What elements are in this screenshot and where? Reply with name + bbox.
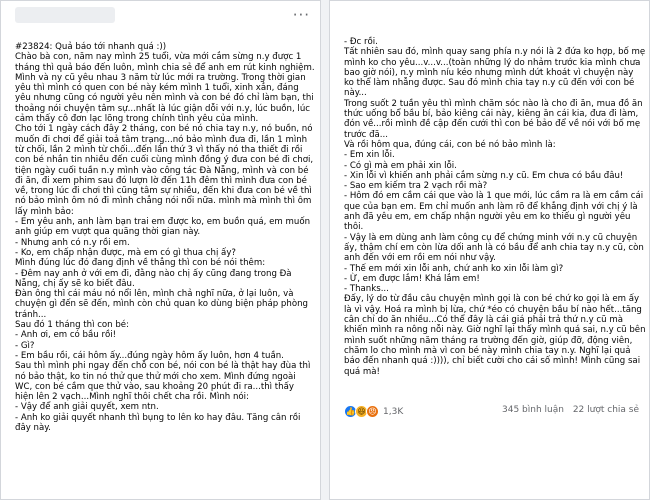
post-paragraph: - Đc rồi. [344, 37, 378, 47]
right-post-panel [329, 0, 650, 500]
left-post-text [15, 42, 315, 433]
post-paragraph: - Thanks... [344, 284, 389, 295]
post-paragraph: - Anh ơi, em có bầu rồi! [15, 330, 117, 341]
left-post-panel [0, 0, 321, 500]
post-paragraph: - Em yêu anh, anh làm bạn trai em được ko, em buồn quá, em muốn anh giúp em vượt qua quãng thời gian này. [15, 217, 313, 238]
post-paragraph: - Vậy là em dùng anh làm công cụ để chứng minh với n.y cũ chuyện ấy, thậm chí em còn lừa dối anh là có bầu để anh chia tay n.y cũ, còn anh đến với em rồi em nói như vậy. [344, 232, 647, 264]
post-paragraph: - Hôm đó em cầm cái que vào là 1 que mới, lúc cầm ra là em cầm cái que của bạn em. Em chỉ muốn anh làm rõ để khẳng định với chị ý là anh đã yêu em, em chấp nhận người yêu em ko thiếu gì người yêu thôi. [344, 191, 646, 233]
post-paragraph: Đấy, lý do từ đầu câu chuyện mình gọi là con bé chứ ko gọi là em ấy là vì vậy. Hoá ra mình bị lừa, chứ *éo có chuyện bầu bí nào hết...tăng cân chỉ do ăn nhiều...Có thể đây là cái giá phải trả thứ n.y cũ mà khiến mình ra nông nỗi này. Giờ nghĩ lại thấy mình quá sai, n.y cũ bên mình suốt những năm tháng ra trường đến giờ, giúp đỡ, động viên, chăm lo cho mình mà vì con bé này mình chia tay n.y. Nghĩ lại quả báo đến nhanh quá :)))), chỉ biết cười cho cái số mình! Mình cũng sai quá mà! [344, 294, 649, 377]
haha-reaction-icon: 😆 [355, 405, 368, 418]
right-post-text [344, 37, 649, 377]
post-paragraph: Sau đó 1 tháng thì con bé: [15, 320, 129, 331]
post-paragraph: Tất nhiên sau đó, mình quay sang phía n.y nói là 2 đứa ko hợp, bố mẹ mình ko cho yêu...v...v...(toàn những lý do nhảm trước kia mình chưa bao giờ nói), n.y mình níu kéo nhưng mình dứt khoát vì chuyện này ko thể làm nhẫng được. Sau đó mình chia tay n.y cũ đến với con bé này... [344, 47, 648, 99]
post-paragraph: Đàn ông thì cái máu nó nổi lên, mình chả nghĩ nữa, ở lại luôn, và chuyện gì đến sẽ đến, mình còn chủ quan ko dùng biện pháp phòng tránh... [15, 289, 311, 320]
post-paragraph: - Ko, em chấp nhận được, mà em có gì thua chị ấy? [15, 247, 236, 258]
post-paragraph: - Vậy để anh giải quyết, xem ntn. [15, 402, 159, 413]
post-paragraph: - Thế em mới xin lỗi anh, chứ anh ko xin lỗi làm gì? [344, 263, 564, 274]
post-paragraph: Chào bà con, năm nay mình 25 tuổi, vừa mới cắm sừng n.y được 1 tháng thì quả báo đến luôn, mình chia sẻ để anh em rút kinh nghiệm. [15, 52, 315, 73]
panel-divider [321, 0, 329, 500]
like-reaction-icon: 👍 [345, 407, 356, 416]
post-footer [344, 405, 639, 419]
post-paragraph: - Nhưng anh có n.y rồi em. [15, 237, 130, 248]
post-paragraph: Mình và ny cũ yêu nhau 3 năm từ lúc mới ra trường. Trong thời gian yêu thì mình có quen con bé này kém mình 1 tuổi, xinh xắn, đáng yêu nhưng cũng có người yêu nên mình và con bé đó chỉ làm bạn, thi thoảng nói chuyện tâm sự...nhất là lúc giận dỗi với n.y, lúc buồn, lúc cảm thấy cô đơn lạc lõng trong chính tình yêu của mình. [15, 72, 317, 125]
angry-reaction-icon: 😠 [366, 405, 379, 418]
post-meta [496, 405, 639, 415]
comment-count-link[interactable]: 345 bình luận [502, 405, 564, 415]
post-paragraph: - Em bầu rồi, cái hôm ấy...đúng ngày hôm ấy luôn, hơn 4 tuần. [15, 350, 284, 361]
more-options-icon[interactable]: ··· [292, 6, 310, 24]
post-paragraph: #23824: Quả báo tới nhanh quá :)) [15, 42, 167, 52]
post-paragraph: - Ừ, em được lắm! Khá lắm em! [344, 273, 480, 284]
share-count-link[interactable]: 22 lượt chia sẻ [572, 405, 639, 415]
post-paragraph: Mình đúng lúc đó đang định về thẳng thì con bé nói thêm: [15, 258, 266, 269]
post-paragraph: Và rồi hôm qua, đúng cái, con bé nó bảo mình là: [344, 139, 556, 150]
post-paragraph: - Gì? [15, 340, 35, 351]
post-paragraph: - Đêm nay anh ở với em đi, đằng nào chị ấy cũng đang trong Đà Nẵng, chị ấy sẽ ko biết đâu. [15, 268, 295, 289]
reaction-summary[interactable] [344, 405, 403, 418]
post-paragraph: Sau thì mình phi ngay đến chỗ con bé, nói con bé là thật hay đùa thì nó bảo thật, ko tin nó thử que thử mới cho xem. Mình đứng ngoài WC, con bé cầm que thử vào, sau khoảng 20 phút đi ra...thì thấy hiện lên 2 vạch...Mình nghĩ thôi chết cha rồi. Mình nói: [15, 361, 314, 403]
post-paragraph: - Em xin lỗi. [344, 150, 395, 161]
reaction-count: 1,3K [383, 406, 404, 417]
post-paragraph: - Sao em kiếm tra 2 vạch rồi mà? [344, 181, 488, 192]
blurred-page-name [15, 7, 115, 23]
post-paragraph: Cho tới 1 ngày cách đây 2 tháng, con bé nó chia tay n.y, nó buồn, nó muốn đi chơi để giải toả tâm trạng...nó bảo mình đưa đi, lần 1 mình từ chối, lần 2 mình từ chối...đến lần thứ 3 vì thấy nó tha thiết đi rồi con bé nhắn tin nhiều đến cuối cùng mình đồng ý đưa con bé đi chơi, tiện ngày cuối tuần n.y mình vào công tác Đà Nẵng, mình và con bé đi ăn, đi xem phim sau đó lượn lờ đến 11h đêm thì mình đưa con bé về, trong lúc đi chơi thì cũng tâm sự nhiều, đến khi đưa con bé về thì nó bảo mình ôm nó đi mình chẳng nói nổi nữa. mình mà mình thì ôm lấy mình bảo: [15, 124, 316, 217]
blurred-post-header [1, 1, 321, 29]
post-paragraph: - Xin lỗi vì khiến anh phải cắm sừng n.y cũ. Em chưa có bầu đâu! [344, 170, 624, 181]
post-paragraph: - Có gì mà em phải xin lỗi. [344, 160, 457, 171]
post-paragraph: - Anh ko giải quyết nhanh thì bụng to lên ko hay đâu. Tăng cân rồi đây này. [15, 412, 304, 433]
post-paragraph: Trong suốt 2 tuần yêu thì mình chăm sóc nào là cho đi ăn, mua đồ ăn thức uống bổ bầu bí, bảo kiêng cái này, kiêng ăn cái kia, đưa đi làm, đón về...rồi mình đề cập đến cưới thì con bé bảo để về nói với bố mẹ trước đã... [344, 98, 646, 140]
